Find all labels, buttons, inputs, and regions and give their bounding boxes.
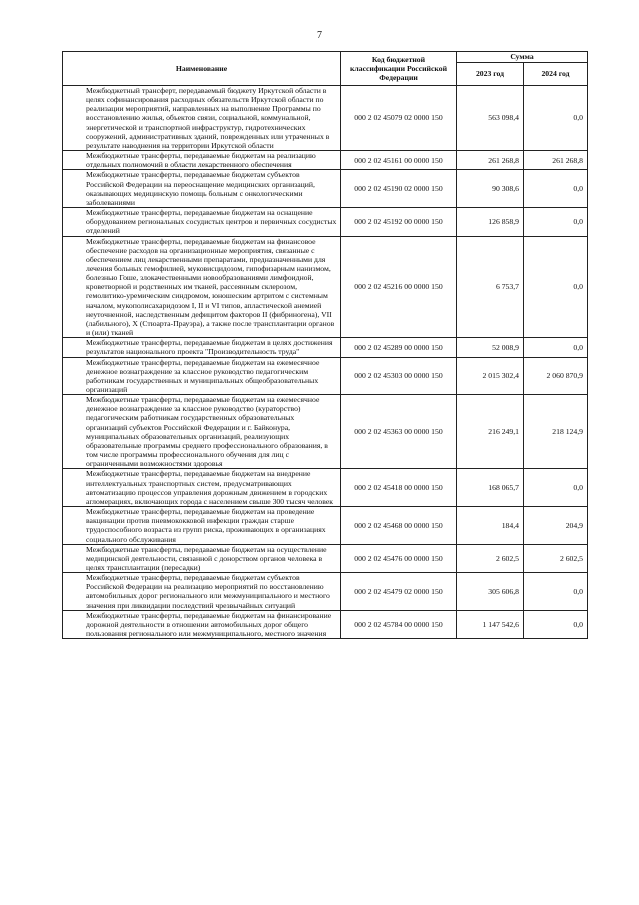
row-2024: 0,0 xyxy=(524,86,588,151)
row-code: 000 2 02 45479 02 0000 150 xyxy=(341,573,457,611)
row-2024: 261 268,8 xyxy=(524,151,588,170)
row-2024: 0,0 xyxy=(524,208,588,236)
row-name: Межбюджетные трансферты, передаваемые бюджетам на проведение вакцинации против пневмококковой инфекции граждан старше трудоспособного возраста из групп риска, проживающих в организациях социального обслуживания xyxy=(63,507,341,545)
row-code: 000 2 02 45289 00 0000 150 xyxy=(341,338,457,357)
row-name: Межбюджетные трансферты, передаваемые бюджетам на осуществление медицинской деятельности, связанной с донорством органов человека в целях трансплантации (пересадки) xyxy=(63,544,341,572)
table-row xyxy=(63,170,588,208)
row-name: Межбюджетные трансферты, передаваемые бюджетам на реализацию отдельных полномочий в области лекарственного обеспечения xyxy=(63,151,341,170)
row-name: Межбюджетные трансферты, передаваемые бюджетам субъектов Российской Федерации на переоснащение медицинских организаций, оказывающих медицинскую помощь больным с онкологическими заболеваниями xyxy=(63,170,341,208)
row-2023: 2 602,5 xyxy=(457,544,524,572)
row-2024: 2 060 870,9 xyxy=(524,357,588,395)
table-row xyxy=(63,236,588,338)
row-2023: 184,4 xyxy=(457,507,524,545)
row-2023: 126 858,9 xyxy=(457,208,524,236)
row-2024: 204,9 xyxy=(524,507,588,545)
row-2023: 1 147 542,6 xyxy=(457,610,524,638)
row-2024: 0,0 xyxy=(524,236,588,338)
table-row xyxy=(63,573,588,611)
row-2023: 52 008,9 xyxy=(457,338,524,357)
row-code: 000 2 02 45476 00 0000 150 xyxy=(341,544,457,572)
row-2023: 261 268,8 xyxy=(457,151,524,170)
row-2023: 2 015 302,4 xyxy=(457,357,524,395)
row-2024: 0,0 xyxy=(524,610,588,638)
row-code: 000 2 02 45418 00 0000 150 xyxy=(341,469,457,507)
row-2024: 218 124,9 xyxy=(524,395,588,469)
row-code: 000 2 02 45303 00 0000 150 xyxy=(341,357,457,395)
row-name: Межбюджетные трансферты, передаваемые бюджетам на финансовое обеспечение расходов на организационные мероприятия, связанные с обеспечением лиц лекарственными препаратами, предназначенными для лечения больных гемофилией, муковисцидозом, гипофизарным нанизмом, болезнью Гоше, злокачественными новообразованиями лимфоидной, кроветворной и родственных им тканей, рассеянным склерозом, гемолитико-уремическим синдромом, юношеским артритом с системным началом, мукополисахаридозом I, II и VI типов, апластической анемией неуточненной, наследственным дефицитом факторов II (фибриногена), VII (лабильного), X (Стюарта-Прауэра), а также после трансплантации органов и (или) тканей xyxy=(63,236,341,338)
row-name: Межбюджетный трансферт, передаваемый бюджету Иркутской области в целях софинансирования расходных обязательств Иркутской области по реализации мероприятий, направленных на выполнение Программы по восстановлению жилья, объектов связи, социальной, коммунальной, энергетической и транспортной инфраструктур, гидротехнических сооружений, административных зданий, поврежденных или утраченных в результате наводнения на территории Иркутской области xyxy=(63,86,341,151)
row-2024: 0,0 xyxy=(524,469,588,507)
row-code: 000 2 02 45784 00 0000 150 xyxy=(341,610,457,638)
row-code: 000 2 02 45161 00 0000 150 xyxy=(341,151,457,170)
row-name: Межбюджетные трансферты, передаваемые бюджетам на финансирование дорожной деятельности в отношении автомобильных дорог общего пользования регионального или межмуниципального, местного значения xyxy=(63,610,341,638)
header-year-2023: 2023 год xyxy=(457,63,524,86)
row-2024: 0,0 xyxy=(524,573,588,611)
row-2024: 0,0 xyxy=(524,170,588,208)
table-row xyxy=(63,357,588,395)
row-name: Межбюджетные трансферты, передаваемые бюджетам на ежемесячное денежное вознаграждение за классное руководство (кураторство) педагогическим работникам государственных образовательных организаций субъектов Российской Федерации и г. Байконура, муниципальных образовательных организаций, реализующих образовательные программы среднего профессионального образования, в том числе программы профессионального обучения для лиц с ограниченными возможностями здоровья xyxy=(63,395,341,469)
row-2023: 6 753,7 xyxy=(457,236,524,338)
table-body xyxy=(63,86,588,639)
row-2023: 216 249,1 xyxy=(457,395,524,469)
row-code: 000 2 02 45190 02 0000 150 xyxy=(341,170,457,208)
table-row xyxy=(63,86,588,151)
row-2023: 168 065,7 xyxy=(457,469,524,507)
row-code: 000 2 02 45363 00 0000 150 xyxy=(341,395,457,469)
table-row xyxy=(63,544,588,572)
row-code: 000 2 02 45192 00 0000 150 xyxy=(341,208,457,236)
table-row xyxy=(63,208,588,236)
page-number: 7 xyxy=(317,30,322,41)
row-code: 000 2 02 45216 00 0000 150 xyxy=(341,236,457,338)
row-2023: 563 098,4 xyxy=(457,86,524,151)
row-2023: 90 308,6 xyxy=(457,170,524,208)
row-2024: 0,0 xyxy=(524,338,588,357)
row-code: 000 2 02 45468 00 0000 150 xyxy=(341,507,457,545)
header-name: Наименование xyxy=(63,52,341,86)
row-name: Межбюджетные трансферты, передаваемые бюджетам на ежемесячное денежное вознаграждение за классное руководство педагогическим работникам государственных и муниципальных общеобразовательных организаций xyxy=(63,357,341,395)
table-row xyxy=(63,338,588,357)
row-code: 000 2 02 45079 02 0000 150 xyxy=(341,86,457,151)
row-2024: 2 602,5 xyxy=(524,544,588,572)
header-year-2024: 2024 год xyxy=(524,63,588,86)
table-row xyxy=(63,151,588,170)
header-code: Код бюджетной классификации Российской Федерации xyxy=(341,52,457,86)
table-row xyxy=(63,507,588,545)
row-name: Межбюджетные трансферты, передаваемые бюджетам на внедрение интеллектуальных транспортных систем, предусматривающих автоматизацию процессов управления дорожным движением в городских агломерациях, включающих города с населением свыше 300 тысяч человек xyxy=(63,469,341,507)
row-name: Межбюджетные трансферты, передаваемые бюджетам субъектов Российской Федерации на реализацию мероприятий по восстановлению автомобильных дорог регионального или межмуниципального и местного значения при ликвидации последствий чрезвычайных ситуаций xyxy=(63,573,341,611)
table-row xyxy=(63,610,588,638)
row-name: Межбюджетные трансферты, передаваемые бюджетам на оснащение оборудованием региональных сосудистых центров и первичных сосудистых отделений xyxy=(63,208,341,236)
header-sum: Сумма xyxy=(457,52,588,63)
table-row xyxy=(63,469,588,507)
table-row xyxy=(63,395,588,469)
row-name: Межбюджетные трансферты, передаваемые бюджетам в целях достижения результатов национального проекта "Производительность труда" xyxy=(63,338,341,357)
budget-table xyxy=(62,51,588,639)
row-2023: 305 606,8 xyxy=(457,573,524,611)
